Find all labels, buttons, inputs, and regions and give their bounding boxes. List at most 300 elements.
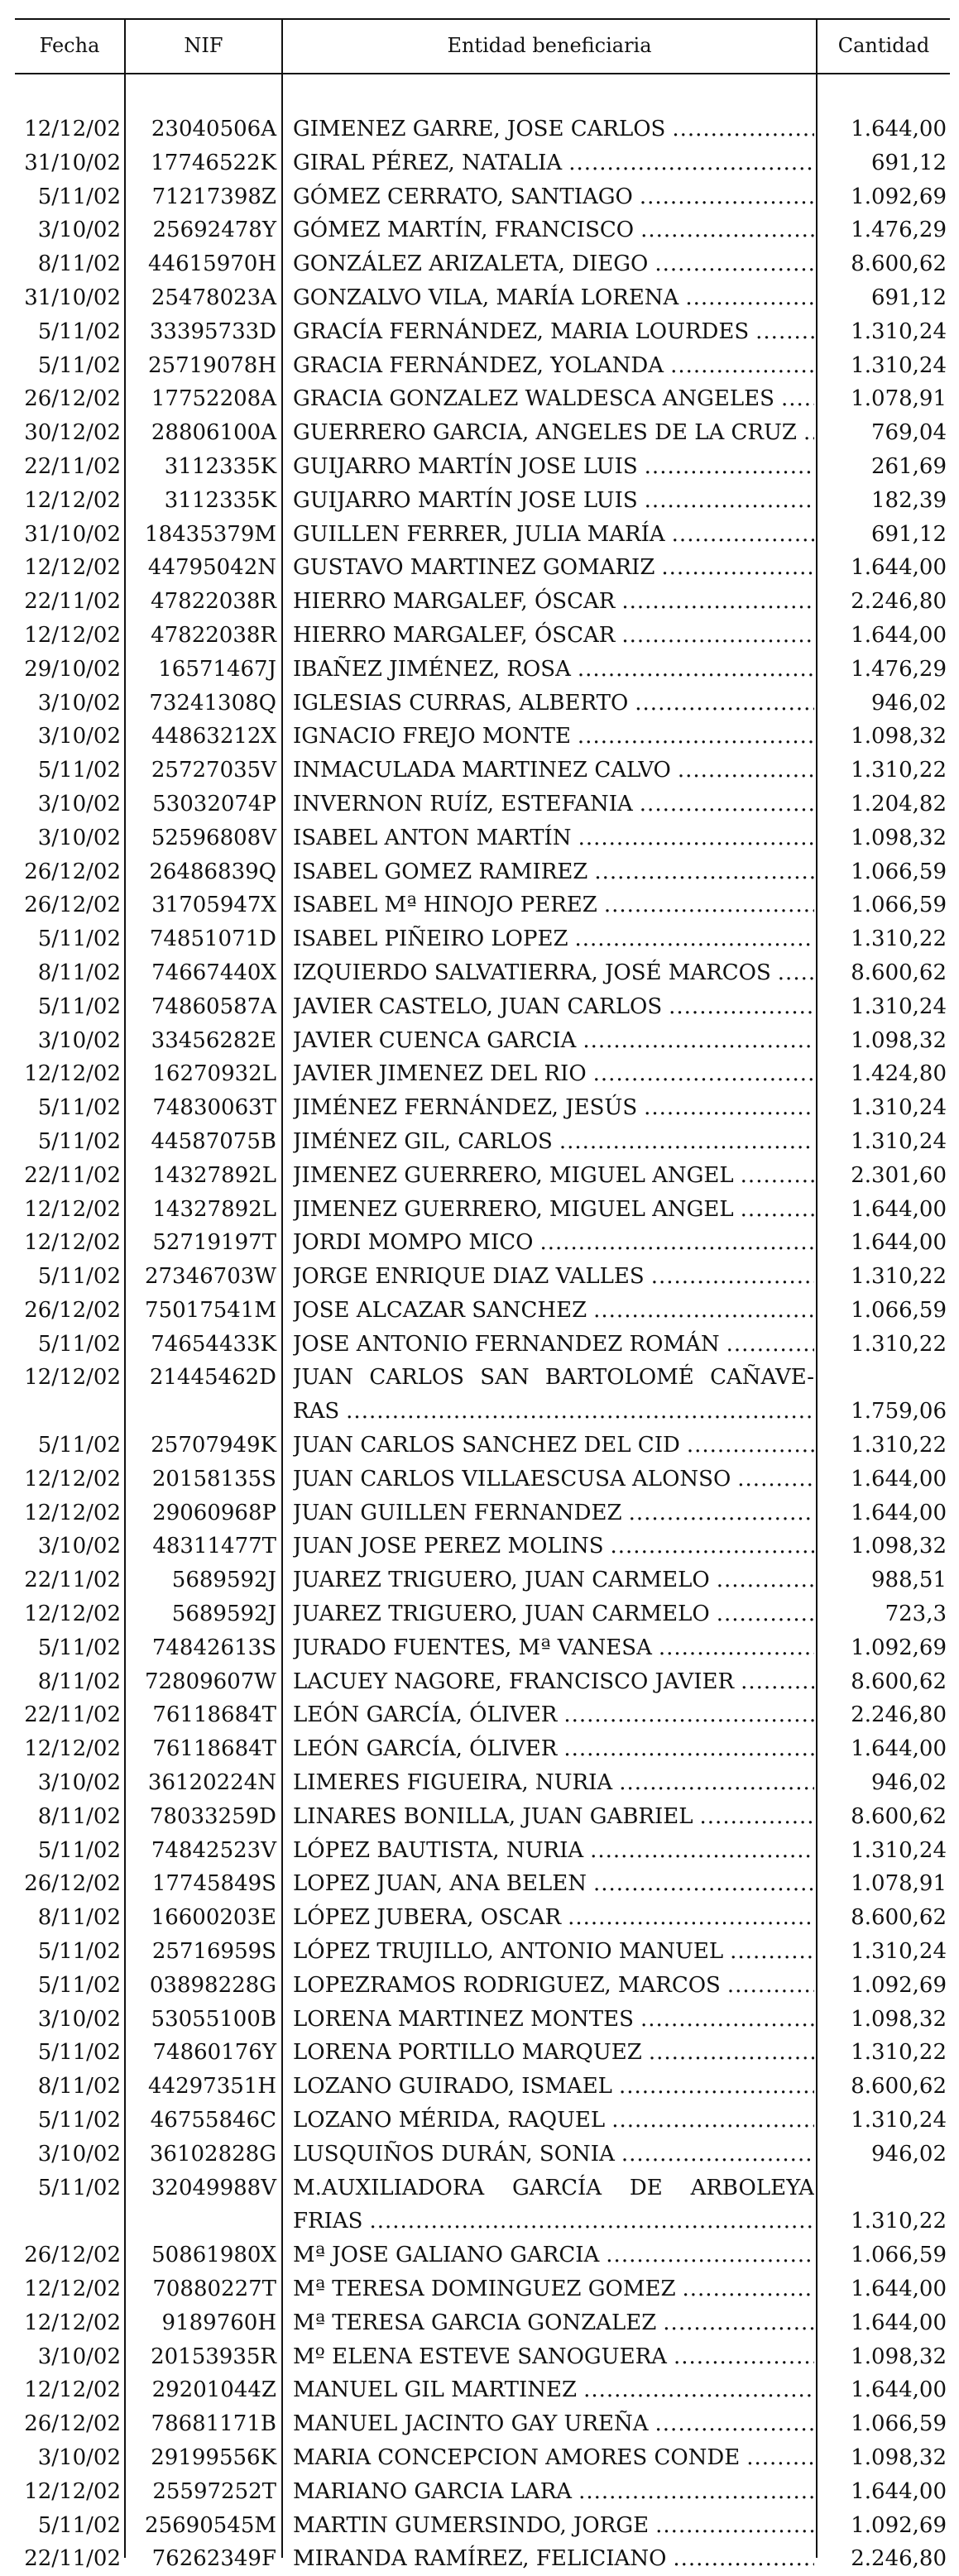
row-amount: 1.098,32 xyxy=(851,724,947,749)
leader-dots xyxy=(633,180,814,214)
row-amount: 8.600,62 xyxy=(851,2074,947,2100)
row-entity-name: MARIANO GARCIA LARA xyxy=(293,2478,573,2504)
row-entity xyxy=(293,2441,814,2475)
leader-dots xyxy=(642,2036,814,2070)
row-entity-name: JUAN CARLOS SANCHEZ DEL CID xyxy=(293,1433,680,1458)
row-nif: 33456282E xyxy=(151,1027,276,1053)
row-date: 5/11/02 xyxy=(37,318,121,344)
row-entity xyxy=(293,1597,814,1631)
leader-dots xyxy=(656,2306,814,2340)
table-row xyxy=(15,956,950,990)
row-date: 3/10/02 xyxy=(37,1027,121,1053)
row-date: 3/10/02 xyxy=(37,2444,121,2470)
header-bottom-rule xyxy=(15,73,950,74)
row-entity-name: INMACULADA MARTINEZ CALVO xyxy=(293,758,671,783)
row-entity xyxy=(293,2340,814,2374)
row-entity xyxy=(293,2238,814,2272)
row-entity xyxy=(293,247,814,281)
row-entity-name: LÓPEZ BAUTISTA, NURIA xyxy=(293,1837,584,1863)
row-entity xyxy=(293,1665,814,1699)
row-entity-name: INVERNON RUÍZ, ESTEFANIA xyxy=(293,791,633,816)
row-date: 12/12/02 xyxy=(24,1466,121,1491)
row-nif: 17745849S xyxy=(151,1871,276,1897)
table-row xyxy=(15,1294,950,1328)
table-row xyxy=(15,2238,950,2272)
row-date: 22/11/02 xyxy=(24,1162,121,1188)
leader-dots xyxy=(587,1057,814,1091)
row-entity-name: GIRAL PÉREZ, NATALIA xyxy=(293,150,563,175)
row-nif: 20153935R xyxy=(151,2344,276,2369)
row-entity-name: MARIA CONCEPCION AMORES CONDE xyxy=(293,2444,741,2470)
leader-dots xyxy=(734,1665,814,1699)
leader-dots xyxy=(571,720,814,754)
row-date: 12/12/02 xyxy=(24,2310,121,2335)
row-nif: 28806100A xyxy=(151,420,276,446)
row-date: 8/11/02 xyxy=(37,1905,121,1931)
leader-dots xyxy=(561,1901,814,1935)
leader-dots xyxy=(612,2070,814,2104)
leader-dots xyxy=(577,2373,814,2407)
row-amount: 1.098,32 xyxy=(851,2344,947,2369)
row-date: 3/10/02 xyxy=(37,724,121,749)
row-amount: 1.310,24 xyxy=(851,2108,947,2133)
table-row xyxy=(15,315,950,349)
row-entity-name: MARTIN GUMERSINDO, JORGE xyxy=(293,2512,650,2538)
row-date: 5/11/02 xyxy=(37,1939,121,1965)
row-date: 3/10/02 xyxy=(37,825,121,850)
row-date: 3/10/02 xyxy=(37,2141,121,2167)
row-date: 5/11/02 xyxy=(37,1635,121,1660)
row-nif: 5689592J xyxy=(171,1602,276,1627)
row-entity xyxy=(293,2070,814,2104)
table-row xyxy=(15,2272,950,2306)
row-entity-name: LOPEZ JUAN, ANA BELEN xyxy=(293,1871,587,1897)
leader-dots xyxy=(622,1496,814,1530)
row-entity-name: JUAN CARLOS VILLAESCUSA ALONSO xyxy=(293,1466,731,1491)
table-row xyxy=(15,720,950,754)
row-amount: 182,39 xyxy=(871,487,947,513)
row-entity-name: GUSTAVO MARTINEZ GOMARIZ xyxy=(293,555,655,581)
row-nif: 31705947X xyxy=(151,893,276,918)
row-date: 22/11/02 xyxy=(24,589,121,615)
table-row xyxy=(15,1226,950,1260)
row-date: 8/11/02 xyxy=(37,1669,121,1694)
leader-dots xyxy=(671,754,814,788)
leader-dots xyxy=(638,450,814,484)
header-nif: NIF xyxy=(184,34,223,57)
table-row xyxy=(15,619,950,653)
leader-dots xyxy=(576,1024,814,1058)
row-amount: 1.644,00 xyxy=(851,1736,947,1762)
row-entity-name: LIMERES FIGUEIRA, NURIA xyxy=(293,1770,613,1796)
row-nif: 70880227T xyxy=(152,2277,276,2301)
row-date: 5/11/02 xyxy=(37,2108,121,2133)
row-nif: 17746522K xyxy=(151,150,276,175)
row-entity xyxy=(293,2475,814,2509)
table-row xyxy=(15,1665,950,1699)
row-amount: 1.098,32 xyxy=(851,1534,947,1559)
row-amount: 8.600,62 xyxy=(851,1803,947,1829)
header-amount: Cantidad xyxy=(837,34,930,57)
leader-dots xyxy=(615,585,814,619)
leader-dots xyxy=(645,1260,814,1294)
table-row xyxy=(15,213,950,247)
row-entity xyxy=(293,653,814,687)
leader-dots xyxy=(583,1834,814,1868)
row-entity xyxy=(293,2036,814,2070)
row-amount: 946,02 xyxy=(871,690,947,716)
leader-dots xyxy=(562,146,814,180)
row-date: 26/12/02 xyxy=(24,893,121,918)
row-entity xyxy=(293,1698,814,1732)
row-amount: 1.310,22 xyxy=(851,1264,947,1290)
row-amount: 946,02 xyxy=(871,1770,947,1796)
row-entity xyxy=(293,1935,814,1969)
table-row xyxy=(15,2003,950,2037)
row-date: 12/12/02 xyxy=(24,1365,121,1391)
row-date: 8/11/02 xyxy=(37,251,121,277)
row-amount: 1.310,24 xyxy=(851,318,947,344)
table-row xyxy=(15,484,950,518)
table-row xyxy=(15,1463,950,1496)
leader-dots xyxy=(633,788,814,821)
row-entity-name: GÓMEZ MARTÍN, FRANCISCO xyxy=(293,218,635,243)
row-entity-name: GONZALVO VILA, MARÍA LORENA xyxy=(293,285,679,310)
row-entity-name: LOZANO GUIRADO, ISMAEL xyxy=(293,2074,612,2100)
row-entity-name: Mª JOSE GALIANO GARCIA xyxy=(293,2243,600,2268)
row-entity-name: JIMENEZ GUERRERO, MIGUEL ANGEL xyxy=(293,1196,734,1222)
row-nif: 32049988V xyxy=(151,2175,276,2200)
leader-dots xyxy=(680,1429,814,1463)
leader-dots xyxy=(638,484,814,518)
row-entity-name: JAVIER CASTELO, JUAN CARLOS xyxy=(293,994,663,1019)
row-date: 3/10/02 xyxy=(37,2006,121,2032)
table-row xyxy=(15,1867,950,1901)
leader-dots xyxy=(693,1800,814,1834)
row-entity-name: Mª TERESA DOMINGUEZ GOMEZ xyxy=(293,2277,676,2301)
row-entity-name: MANUEL JACINTO GAY UREÑA xyxy=(293,2411,649,2437)
leader-dots xyxy=(648,247,814,281)
table-row xyxy=(15,1563,950,1597)
row-entity-name: ISABEL GOMEZ RAMIREZ xyxy=(293,859,588,884)
row-date: 5/11/02 xyxy=(37,926,121,952)
row-entity-name: LORENA PORTILLO MARQUEZ xyxy=(293,2040,642,2066)
row-nif: 36120224N xyxy=(147,1770,276,1796)
header-date: Fecha xyxy=(39,34,100,57)
table-row xyxy=(15,1024,950,1058)
row-date: 12/12/02 xyxy=(24,555,121,581)
table-row xyxy=(15,922,950,956)
row-nif: 74667440X xyxy=(151,960,276,985)
row-amount: 1.310,24 xyxy=(851,1095,947,1121)
row-date: 3/10/02 xyxy=(37,2344,121,2369)
row-amount: 1.644,00 xyxy=(851,2377,947,2403)
row-entity-name: Mª TERESA GARCIA GONZALEZ xyxy=(293,2310,657,2335)
row-entity-name: JUAN GUILLEN FERNANDEZ xyxy=(293,1500,622,1525)
row-nif: 20158135S xyxy=(151,1466,276,1491)
row-date: 30/12/02 xyxy=(24,420,121,446)
row-amount: 1.092,69 xyxy=(851,2512,947,2538)
row-amount: 1.644,00 xyxy=(851,1500,947,1525)
row-entity-name: JAVIER JIMENEZ DEL RIO xyxy=(293,1061,587,1087)
row-nif: 72809607W xyxy=(144,1669,276,1694)
row-entity xyxy=(293,1328,814,1362)
row-date: 12/12/02 xyxy=(24,1500,121,1525)
row-date: 5/11/02 xyxy=(37,2512,121,2538)
row-amount: 2.246,80 xyxy=(851,2546,947,2572)
row-entity-name: LINARES BONILLA, JUAN GABRIEL xyxy=(293,1803,693,1829)
row-entity xyxy=(293,990,814,1024)
row-entity xyxy=(293,1530,814,1563)
row-entity-name: IGNACIO FREJO MONTE xyxy=(293,724,571,749)
row-nif: 14327892L xyxy=(152,1196,276,1222)
header-entity: Entidad beneficiaria xyxy=(447,34,652,57)
row-entity xyxy=(293,2104,814,2138)
row-date: 26/12/02 xyxy=(24,1297,121,1323)
leader-dots xyxy=(605,2104,814,2138)
leader-dots xyxy=(721,1969,814,2003)
row-amount: 8.600,62 xyxy=(851,1905,947,1931)
row-entity-name: JUAREZ TRIGUERO, JUAN CARMELO xyxy=(293,1568,710,1593)
row-amount: 1.078,91 xyxy=(851,386,947,412)
leader-dots xyxy=(615,619,814,653)
row-amount: 1.476,29 xyxy=(851,656,947,682)
leader-dots xyxy=(734,1193,814,1227)
row-entity xyxy=(293,1563,814,1597)
row-entity xyxy=(293,349,814,383)
row-nif: 33395733D xyxy=(149,318,276,344)
row-amount: 723,3 xyxy=(885,1602,947,1627)
row-amount: 1.644,00 xyxy=(851,2277,947,2301)
row-nif: 9189760H xyxy=(161,2310,276,2335)
row-entity-line1: JUAN CARLOS SAN BARTOLOMÉ CAÑAVE- xyxy=(293,1365,814,1391)
row-entity-line2: FRIAS xyxy=(293,2209,363,2234)
row-entity xyxy=(293,788,814,821)
row-entity-name: GONZÁLEZ ARIZALETA, DIEGO xyxy=(293,251,649,277)
row-entity-name: GRACIA GONZALEZ WALDESCA ANGELES xyxy=(293,386,774,412)
beneficiary-table xyxy=(15,18,950,2572)
leader-dots xyxy=(649,2509,814,2543)
row-nif: 44863212X xyxy=(151,724,276,749)
row-entity xyxy=(293,585,814,619)
row-nif: 52719197T xyxy=(152,1230,276,1256)
leader-dots xyxy=(634,213,814,247)
row-entity-line1: M.AUXILIADORA GARCÍA DE ARBOLEYA xyxy=(293,2175,814,2200)
row-entity-name: JIMÉNEZ FERNÁNDEZ, JESÚS xyxy=(293,1095,638,1121)
table-row xyxy=(15,1800,950,1834)
row-date: 3/10/02 xyxy=(37,218,121,243)
row-nif: 53032074P xyxy=(152,791,276,816)
leader-dots xyxy=(612,1766,814,1800)
row-nif: 71217398Z xyxy=(151,184,276,209)
row-nif: 03898228G xyxy=(149,1972,276,1998)
row-entity xyxy=(293,551,814,585)
row-date: 12/12/02 xyxy=(24,487,121,513)
leader-dots xyxy=(533,1226,814,1260)
table-row xyxy=(15,788,950,821)
table-row xyxy=(15,1159,950,1193)
row-entity xyxy=(293,1834,814,1868)
row-date: 29/10/02 xyxy=(24,656,121,682)
row-entity xyxy=(293,281,814,315)
row-entity xyxy=(293,1867,814,1901)
row-amount: 1.310,24 xyxy=(851,1128,947,1154)
row-entity-name: JOSE ALCAZAR SANCHEZ xyxy=(293,1297,587,1323)
row-nif: 29201044Z xyxy=(151,2377,276,2403)
row-amount: 1.424,80 xyxy=(851,1061,947,1087)
row-date: 5/11/02 xyxy=(37,1331,121,1357)
table-row xyxy=(15,1698,950,1732)
row-entity xyxy=(293,213,814,247)
row-entity xyxy=(293,1463,814,1496)
row-entity xyxy=(293,1901,814,1935)
row-entity xyxy=(293,1766,814,1800)
row-date: 26/12/02 xyxy=(24,1871,121,1897)
leader-dots xyxy=(597,888,814,922)
row-entity-name: Mº ELENA ESTEVE SANOGUERA xyxy=(293,2344,667,2369)
row-amount: 1.476,29 xyxy=(851,218,947,243)
row-amount: 2.301,60 xyxy=(851,1162,947,1188)
row-amount: 1.310,22 xyxy=(851,2209,947,2234)
row-nif: 3112335K xyxy=(164,453,276,479)
leader-dots xyxy=(553,1125,814,1159)
table-row xyxy=(15,551,950,585)
row-entity-name: ISABEL Mª HINOJO PEREZ xyxy=(293,893,597,918)
row-nif: 17752208A xyxy=(151,386,276,412)
row-entity-name: GIMENEZ GARRE, JOSE CARLOS xyxy=(293,117,666,141)
table-row xyxy=(15,1429,950,1463)
row-date: 12/12/02 xyxy=(24,1602,121,1627)
table-row xyxy=(15,1057,950,1091)
leader-dots xyxy=(572,821,814,855)
row-date: 22/11/02 xyxy=(24,2546,121,2572)
row-date: 31/10/02 xyxy=(24,521,121,547)
row-amount: 1.644,00 xyxy=(851,622,947,648)
leader-dots xyxy=(665,518,814,552)
row-amount: 1.066,59 xyxy=(851,2411,947,2437)
row-nif: 16600203E xyxy=(151,1905,276,1931)
row-entity xyxy=(293,2272,814,2306)
leader-dots xyxy=(615,2138,814,2171)
row-nif: 76118684T xyxy=(152,1702,276,1728)
row-entity-name: ISABEL ANTON MARTÍN xyxy=(293,825,572,850)
row-amount: 769,04 xyxy=(871,420,947,446)
row-entity-name: LOZANO MÉRIDA, RAQUEL xyxy=(293,2108,606,2133)
table-row xyxy=(15,687,950,721)
row-entity-name: IBAÑEZ JIMÉNEZ, ROSA xyxy=(293,656,571,682)
row-entity-name: LUSQUIÑOS DURÁN, SONIA xyxy=(293,2141,615,2167)
table-row xyxy=(15,2373,950,2407)
row-nif: 48311477T xyxy=(152,1534,276,1559)
table-row xyxy=(15,281,950,315)
table-header xyxy=(15,18,950,73)
row-amount: 1.066,59 xyxy=(851,2243,947,2268)
row-nif: 74860587A xyxy=(151,994,276,1019)
row-amount: 1.078,91 xyxy=(851,1871,947,1897)
row-amount: 1.092,69 xyxy=(851,1635,947,1660)
row-amount: 1.644,00 xyxy=(851,1466,947,1491)
row-nif: 74842523V xyxy=(151,1837,276,1863)
row-amount: 1.310,22 xyxy=(851,758,947,783)
row-date: 12/12/02 xyxy=(24,1196,121,1222)
row-entity xyxy=(293,484,814,518)
leader-dots xyxy=(572,2475,814,2509)
row-amount: 691,12 xyxy=(871,150,947,175)
row-nif: 74830063T xyxy=(152,1095,276,1121)
row-amount: 946,02 xyxy=(871,2141,947,2167)
table-row xyxy=(15,1125,950,1159)
row-entity xyxy=(293,619,814,653)
row-nif: 78033259D xyxy=(149,1803,276,1829)
row-nif: 50861980X xyxy=(151,2243,276,2268)
row-date: 8/11/02 xyxy=(37,1803,121,1829)
row-date: 5/11/02 xyxy=(37,758,121,783)
row-amount: 8.600,62 xyxy=(851,251,947,277)
row-entity-name: JURADO FUENTES, Mª VANESA xyxy=(293,1635,652,1660)
row-amount: 8.600,62 xyxy=(851,1669,947,1694)
row-amount: 1.644,00 xyxy=(851,555,947,581)
row-nif: 16270932L xyxy=(152,1061,276,1087)
leader-dots xyxy=(720,1328,814,1362)
row-entity-name: GUERRERO GARCIA, ANGELES DE LA CRUZ xyxy=(293,420,797,446)
leader-dots xyxy=(723,1935,814,1969)
row-entity-name: LOPEZRAMOS RODRIGUEZ, MARCOS xyxy=(293,1972,721,1998)
table-row xyxy=(15,585,950,619)
table-row xyxy=(15,1091,950,1125)
row-entity xyxy=(293,720,814,754)
row-entity xyxy=(293,1159,814,1193)
row-nif: 78681171B xyxy=(151,2411,276,2437)
row-entity xyxy=(293,2407,814,2441)
row-entity-name: GUILLEN FERRER, JULIA MARÍA xyxy=(293,521,665,547)
table-row xyxy=(15,1597,950,1631)
row-nif: 44615970H xyxy=(147,251,276,277)
leader-dots xyxy=(587,855,814,889)
table-row xyxy=(15,1193,950,1227)
row-entity-name: JIMENEZ GUERRERO, MIGUEL ANGEL xyxy=(293,1162,734,1188)
row-entity xyxy=(293,1800,814,1834)
leader-dots xyxy=(740,2441,814,2475)
table-row xyxy=(15,518,950,552)
table-row xyxy=(15,2306,950,2340)
table-row xyxy=(15,1260,950,1294)
table-row xyxy=(15,2340,950,2374)
row-nif: 16571467J xyxy=(158,656,276,682)
row-amount: 1.310,24 xyxy=(851,994,947,1019)
row-date: 5/11/02 xyxy=(37,1128,121,1154)
row-nif: 27346703W xyxy=(144,1264,276,1290)
row-nif: 26486839Q xyxy=(149,859,276,884)
row-date: 12/12/02 xyxy=(24,622,121,648)
leader-dots xyxy=(362,2205,814,2238)
row-entity-name: GUIJARRO MARTÍN JOSE LUIS xyxy=(293,487,638,513)
row-entity xyxy=(293,1361,814,1429)
row-date: 12/12/02 xyxy=(24,2478,121,2504)
row-amount: 1.759,06 xyxy=(851,1399,947,1424)
table-row xyxy=(15,416,950,450)
table-row xyxy=(15,1530,950,1563)
row-date: 26/12/02 xyxy=(24,859,121,884)
row-nif: 74860176Y xyxy=(152,2040,276,2066)
row-entity-name: IZQUIERDO SALVATIERRA, JOSÉ MARCOS xyxy=(293,960,771,985)
row-date: 5/11/02 xyxy=(37,2175,121,2200)
leader-dots xyxy=(774,382,814,416)
leader-dots xyxy=(634,2003,814,2037)
row-amount: 2.246,80 xyxy=(851,589,947,615)
row-date: 22/11/02 xyxy=(24,1702,121,1728)
table-row xyxy=(15,653,950,687)
row-amount: 691,12 xyxy=(871,521,947,547)
